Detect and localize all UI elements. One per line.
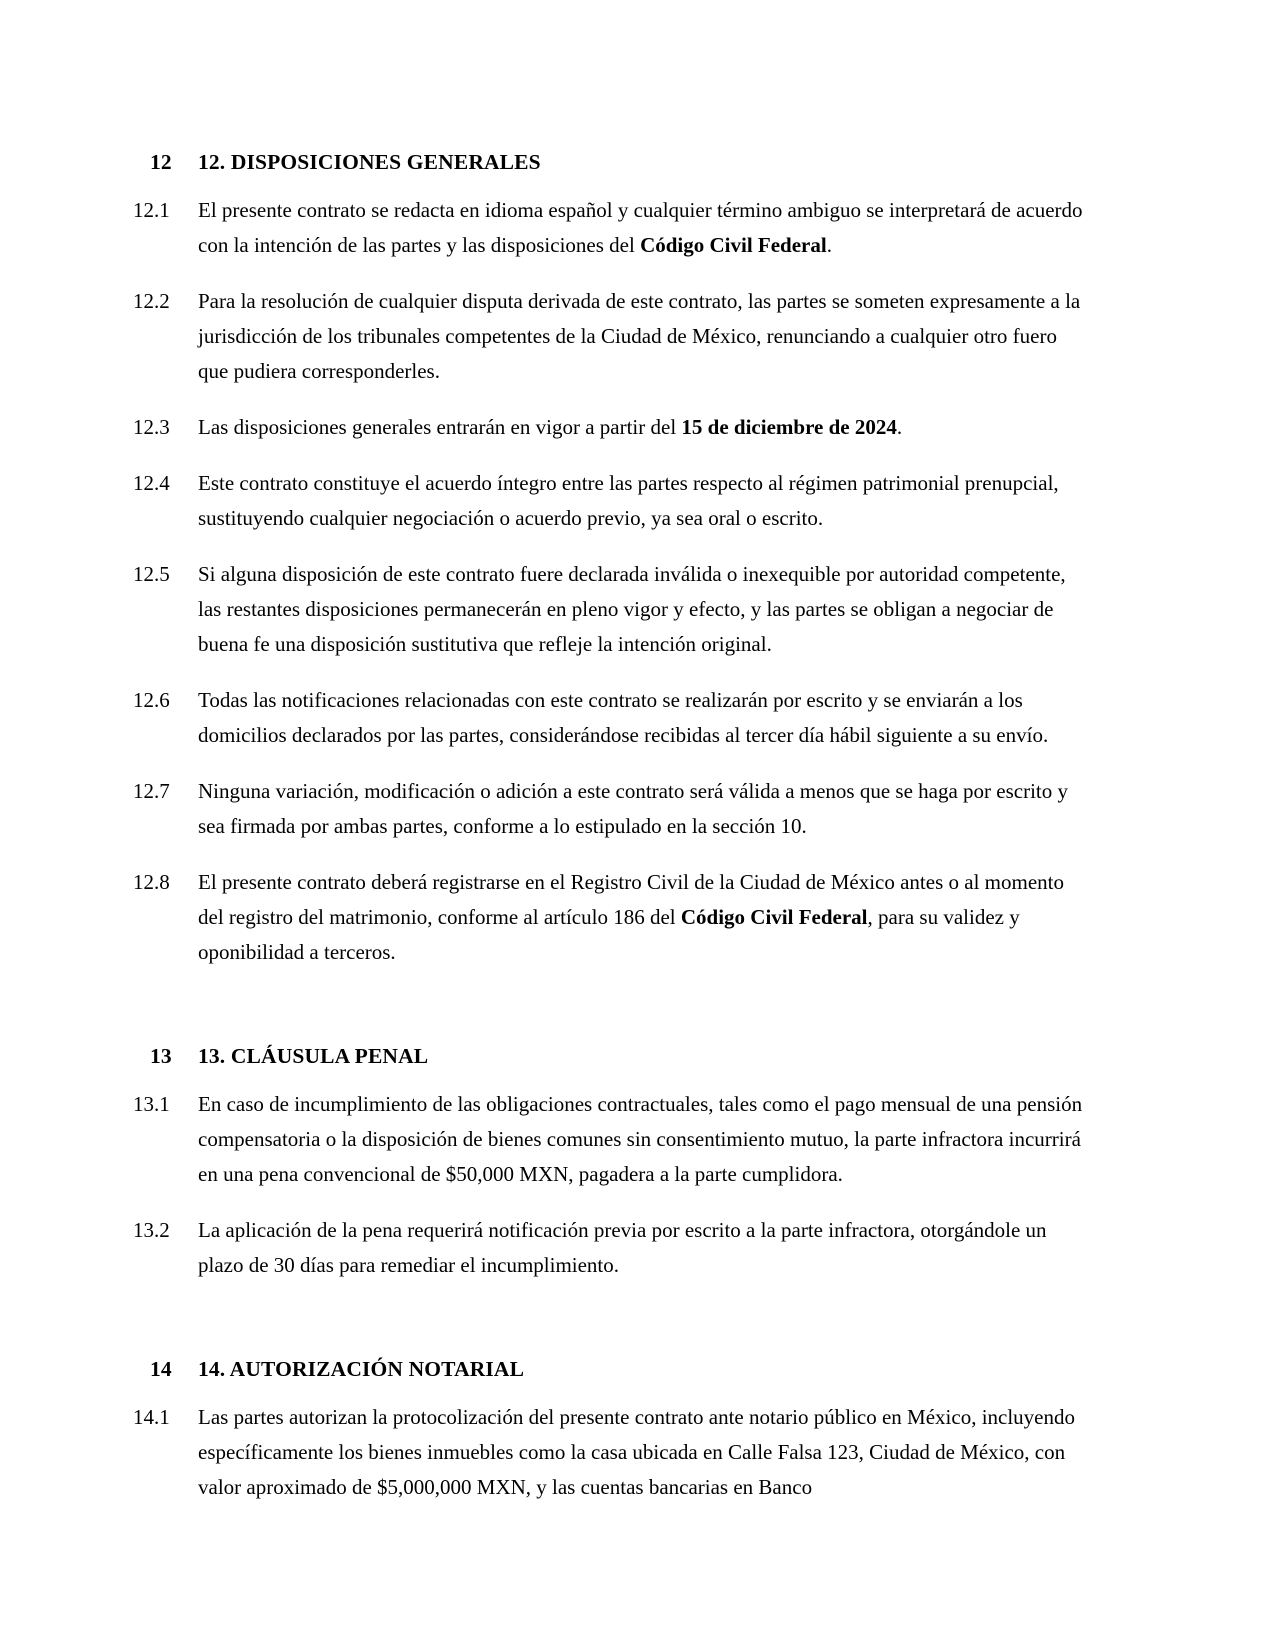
clause (133, 1400, 1090, 1505)
clause-text-run: Las disposiciones generales entrarán en vigor a partir del (198, 415, 682, 439)
clause-text-run: Ninguna variación, modificación o adición a este contrato será válida a menos que se haga por escrito y sea firmada por ambas partes, conforme a lo estipulado en la sección 10. (198, 779, 1069, 838)
clause (133, 193, 1090, 263)
clause-text-run: , para su validez y oponibilidad a terceros. (198, 905, 1020, 964)
clause (133, 683, 1090, 753)
clause-text (198, 557, 1090, 662)
clause (133, 1087, 1090, 1192)
section-title: 13. CLÁUSULA PENAL (198, 1044, 429, 1068)
clause-number: 12.1 (133, 198, 170, 222)
clause-text-run: El presente contrato deberá registrarse en el Registro Civil de la Ciudad de México antes o al momento del registro del matrimonio, conforme al artículo 186 del (198, 870, 1064, 929)
clause-number: 12.3 (133, 415, 170, 439)
clause-text-run: Este contrato constituye el acuerdo íntegro entre las partes respecto al régimen patrimonial prenupcial, sustituyendo cualquier negociación o acuerdo previo, ya sea oral o escrito. (198, 471, 1059, 530)
clause-text-run: Todas las notificaciones relacionadas con este contrato se realizarán por escrito y se enviarán a los domicilios declarados por las partes, considerándose recibidas al tercer día hábil siguiente a su envío. (198, 688, 1049, 747)
clause-text (198, 1087, 1090, 1192)
clause (133, 1213, 1090, 1283)
clause-text-run: . (826, 233, 832, 257)
section-title: 12. DISPOSICIONES GENERALES (198, 150, 541, 174)
section-heading (133, 1044, 1090, 1069)
clause-number: 13.2 (133, 1218, 170, 1242)
clause-text-emphasis: Código Civil Federal (640, 233, 827, 257)
section-block (133, 1044, 1090, 1283)
clause-text-run: Para la resolución de cualquier disputa derivada de este contrato, las partes se someten expresamente a la jurisdicción de los tribunales competentes de la Ciudad de México, renunciando a cualquier otro fuero que pudiera corresponderles. (198, 289, 1081, 383)
section-heading (133, 150, 1090, 175)
clause-text-run: El presente contrato se redacta en idioma español y cualquier término ambiguo se interpretará de acuerdo con la intención de las partes y las disposiciones del (198, 198, 1083, 257)
section-title: 14. AUTORIZACIÓN NOTARIAL (198, 1357, 525, 1381)
clause-text-run: La aplicación de la pena requerirá notificación previa por escrito a la parte infractora, otorgándole un plazo de 30 días para remediar el incumplimiento. (198, 1218, 1047, 1277)
clause-number: 12.5 (133, 562, 170, 586)
clause-text-run: Las partes autorizan la protocolización del presente contrato ante notario público en México, incluyendo específicamente los bienes inmuebles como la casa ubicada en Calle Falsa 123, Ciudad de México, con valor aproximado de $5,000,000 MXN, y las cuentas bancarias en Banco (198, 1405, 1076, 1499)
clause-number: 14.1 (133, 1405, 170, 1429)
clause-text-emphasis: 15 de diciembre de 2024 (681, 415, 897, 439)
clause-text (198, 1213, 1090, 1283)
clause (133, 774, 1090, 844)
clause-text-run: . (896, 415, 903, 439)
section-block (133, 150, 1090, 970)
clause-text-emphasis: Código Civil Federal (680, 905, 868, 929)
clause (133, 284, 1090, 389)
clause (133, 466, 1090, 536)
document-body (133, 150, 1090, 1505)
clause-number: 12.6 (133, 688, 170, 712)
clause-text (198, 410, 1090, 445)
section-number: 14 (150, 1357, 172, 1381)
clause-text (198, 466, 1090, 536)
clause-text (198, 1400, 1090, 1505)
clause-text (198, 774, 1090, 844)
clause-number: 12.8 (133, 870, 170, 894)
clause (133, 865, 1090, 970)
section-number: 13 (150, 1044, 172, 1068)
clause (133, 557, 1090, 662)
clause-text (198, 193, 1090, 263)
clause-number: 12.2 (133, 289, 170, 313)
section-heading (133, 1357, 1090, 1382)
clause-number: 12.4 (133, 471, 170, 495)
section-number: 12 (150, 150, 172, 174)
clause-text (198, 284, 1090, 389)
clause-text-run: En caso de incumplimiento de las obligaciones contractuales, tales como el pago mensual de una pensión compensatoria o la disposición de bienes comunes sin consentimiento mutuo, la parte infractora incurrirá en una pena convencional de $50,000 MXN, pagadera a la parte cumplidora. (198, 1092, 1083, 1186)
clause-text-run: Si alguna disposición de este contrato fuere declarada inválida o inexequible por autoridad competente, las restantes disposiciones permanecerán en pleno vigor y efecto, y las partes se obligan a negociar de buena fe una disposición sustitutiva que refleje la intención original. (198, 562, 1066, 656)
clause-text (198, 865, 1090, 970)
clause-number: 12.7 (133, 779, 170, 803)
clause (133, 410, 1090, 445)
clause-number: 13.1 (133, 1092, 170, 1116)
section-block (133, 1357, 1090, 1505)
clause-text (198, 683, 1090, 753)
